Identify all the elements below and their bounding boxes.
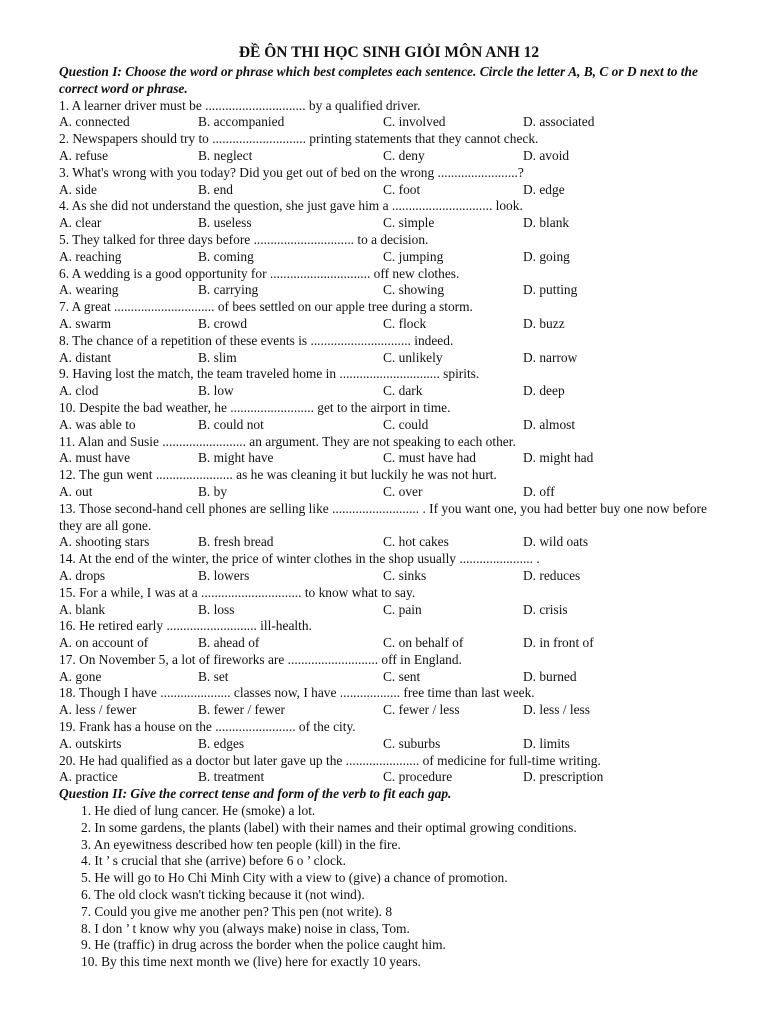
question-stem: 12. The gun went ....................... as he was cleaning it but luckily he was not hurt. — [59, 467, 497, 483]
answer-option: C. over — [383, 483, 423, 499]
answer-option: C. fewer / less — [383, 702, 460, 718]
answer-option: C. on behalf of — [383, 635, 464, 651]
answer-options — [59, 114, 719, 131]
answer-option: B. lowers — [198, 567, 250, 583]
question-stem: 4. As she did not understand the question, she just gave him a .............................. look. — [59, 198, 523, 214]
section2-heading: Question II: Give the correct tense and form of the verb to fit each gap. — [59, 786, 452, 802]
question-stem: 3. What's wrong with you today? Did you get out of bed on the wrong ........................? — [59, 164, 524, 180]
answer-option: B. end — [198, 181, 233, 197]
answer-option: A. less / fewer — [59, 702, 137, 718]
answer-option: C. sent — [383, 668, 421, 684]
answer-option: C. showing — [383, 282, 445, 298]
answer-options — [59, 148, 719, 165]
answer-option: D. narrow — [523, 349, 578, 365]
answer-option: D. avoid — [523, 147, 570, 163]
answer-option: D. less / less — [523, 702, 590, 718]
question-stem: 7. A great .............................. of bees settled on our apple tree during a storm. — [59, 299, 473, 315]
answer-options — [59, 350, 719, 367]
answer-option: D. buzz — [523, 315, 565, 331]
answer-option: D. almost — [523, 416, 576, 432]
answer-option: D. associated — [523, 114, 595, 130]
answer-options — [59, 282, 719, 299]
answer-options — [59, 602, 719, 619]
answer-option: A. wearing — [59, 282, 119, 298]
section2-items — [59, 803, 719, 971]
answer-option: C. sinks — [383, 567, 427, 583]
question-stem: 17. On November 5, a lot of fireworks are ........................... off in England. — [59, 651, 462, 667]
answer-options — [59, 383, 719, 400]
answer-option: D. off — [523, 483, 555, 499]
answer-option: C. could — [383, 416, 429, 432]
question-stem: 8. The chance of a repetition of these events is .............................. indeed. — [59, 332, 454, 348]
verb-item: 4. It ’ s crucial that she (arrive) before 6 o ’ clock. — [81, 853, 346, 869]
answer-options — [59, 635, 719, 652]
answer-option: B. treatment — [198, 769, 265, 785]
answer-option: B. fresh bread — [198, 534, 274, 550]
answer-option: C. involved — [383, 114, 446, 130]
question-stem: 14. At the end of the winter, the price of winter clothes in the shop usually ...................... . — [59, 551, 540, 567]
answer-options — [59, 215, 719, 232]
answer-option: B. carrying — [198, 282, 259, 298]
section1-questions — [59, 98, 719, 787]
verb-item: 5. He will go to Ho Chi Minh City with a view to (give) a chance of promotion. — [81, 870, 508, 886]
answer-option: D. burned — [523, 668, 577, 684]
question-stem: 13. Those second-hand cell phones are selling like .......................... . If you want one, you had better buy one now before they are all gone. — [59, 500, 707, 533]
answer-option: C. must have had — [383, 450, 476, 466]
verb-item: 1. He died of lung cancer. He (smoke) a lot. — [81, 803, 316, 819]
answer-option: D. limits — [523, 735, 570, 751]
answer-option: B. could not — [198, 416, 264, 432]
answer-option: D. prescription — [523, 769, 604, 785]
answer-option: B. ahead of — [198, 635, 260, 651]
answer-option: C. flock — [383, 315, 427, 331]
answer-option: A. outskirts — [59, 735, 122, 751]
answer-option: A. clear — [59, 215, 102, 231]
answer-options — [59, 769, 719, 786]
verb-item: 10. By this time next month we (live) here for exactly 10 years. — [81, 954, 421, 970]
answer-option: A. side — [59, 181, 97, 197]
answer-option: D. putting — [523, 282, 578, 298]
exam-page — [59, 42, 719, 971]
question-stem: 6. A wedding is a good opportunity for .............................. off new clothes. — [59, 265, 460, 281]
answer-option: B. useless — [198, 215, 252, 231]
answer-option: C. simple — [383, 215, 435, 231]
answer-option: A. practice — [59, 769, 118, 785]
answer-option: B. loss — [198, 601, 235, 617]
answer-option: A. was able to — [59, 416, 136, 432]
answer-option: A. drops — [59, 567, 106, 583]
question-stem: 5. They talked for three days before .............................. to a decision. — [59, 231, 429, 247]
answer-option: A. on account of — [59, 635, 149, 651]
answer-option: B. neglect — [198, 147, 253, 163]
answer-option: D. might had — [523, 450, 594, 466]
question-stem: 1. A learner driver must be .............................. by a qualified driver. — [59, 97, 421, 113]
answer-options — [59, 484, 719, 501]
answer-option: C. procedure — [383, 769, 453, 785]
verb-item: 8. I don ’ t know why you (always make) noise in class, Tom. — [81, 920, 410, 936]
answer-option: D. edge — [523, 181, 565, 197]
answer-option: C. foot — [383, 181, 421, 197]
answer-option: A. clod — [59, 383, 99, 399]
answer-options — [59, 417, 719, 434]
answer-option: D. reduces — [523, 567, 581, 583]
answer-option: B. edges — [198, 735, 245, 751]
section1-heading: Question I: Choose the word or phrase which best completes each sentence. Circle the letter A, B, C or D next to the correct word or phrase. — [59, 64, 698, 96]
answer-option: B. might have — [198, 450, 274, 466]
answer-option: C. jumping — [383, 248, 444, 264]
answer-option: A. must have — [59, 450, 131, 466]
answer-option: A. blank — [59, 601, 106, 617]
verb-item: 2. In some gardens, the plants (label) with their names and their optimal growing conditions. — [81, 819, 577, 835]
verb-item: 7. Could you give me another pen? This pen (not write). 8 — [81, 903, 393, 919]
answer-options — [59, 450, 719, 467]
answer-option: D. deep — [523, 383, 565, 399]
question-stem: 20. He had qualified as a doctor but later gave up the ...................... of medicine for full-time writing. — [59, 752, 601, 768]
answer-option: D. in front of — [523, 635, 594, 651]
answer-option: C. dark — [383, 383, 423, 399]
answer-option: B. accompanied — [198, 114, 285, 130]
answer-options — [59, 534, 719, 551]
question-stem: 16. He retired early ........................... ill-health. — [59, 618, 312, 634]
verb-item: 9. He (traffic) in drug across the border when the police caught him. — [81, 937, 446, 953]
question-stem: 2. Newspapers should try to ............................ printing statements that they cannot check. — [59, 131, 539, 147]
answer-options — [59, 736, 719, 753]
question-stem: 18. Though I have ..................... classes now, I have .................. free time than last week. — [59, 685, 535, 701]
answer-option: D. wild oats — [523, 534, 589, 550]
answer-option: B. coming — [198, 248, 254, 264]
answer-option: B. fewer / fewer — [198, 702, 285, 718]
answer-options — [59, 249, 719, 266]
answer-option: A. shooting stars — [59, 534, 150, 550]
answer-option: C. deny — [383, 147, 425, 163]
answer-option: B. set — [198, 668, 229, 684]
answer-option: B. crowd — [198, 315, 248, 331]
answer-option: C. hot cakes — [383, 534, 449, 550]
answer-option: B. slim — [198, 349, 237, 365]
answer-options — [59, 316, 719, 333]
answer-options — [59, 702, 719, 719]
answer-option: C. pain — [383, 601, 422, 617]
answer-options — [59, 568, 719, 585]
answer-option: A. refuse — [59, 147, 109, 163]
answer-option: D. blank — [523, 215, 570, 231]
verb-item: 6. The old clock wasn't ticking because it (not wind). — [81, 887, 365, 903]
answer-option: C. suburbs — [383, 735, 441, 751]
question-stem: 9. Having lost the match, the team traveled home in .............................. spirits. — [59, 366, 480, 382]
question-stem: 19. Frank has a house on the ........................ of the city. — [59, 719, 356, 735]
page-title: ĐỀ ÔN THI HỌC SINH GIỎI MÔN ANH 12 — [238, 44, 540, 61]
answer-options — [59, 182, 719, 199]
question-stem: 15. For a while, I was at a .............................. to know what to say. — [59, 584, 416, 600]
answer-option: A. swarm — [59, 315, 112, 331]
answer-option: D. crisis — [523, 601, 568, 617]
answer-option: A. distant — [59, 349, 112, 365]
answer-option: B. by — [198, 483, 228, 499]
answer-option: B. low — [198, 383, 234, 399]
answer-option: A. out — [59, 483, 93, 499]
answer-option: C. unlikely — [383, 349, 443, 365]
answer-options — [59, 669, 719, 686]
answer-option: D. going — [523, 248, 570, 264]
question-stem: 10. Despite the bad weather, he ......................... get to the airport in time. — [59, 399, 451, 415]
verb-item: 3. An eyewitness described how ten people (kill) in the fire. — [81, 836, 401, 852]
answer-option: A. reaching — [59, 248, 122, 264]
question-stem: 11. Alan and Susie ......................... an argument. They are not speaking to each other. — [59, 433, 516, 449]
answer-option: A. gone — [59, 668, 102, 684]
answer-option: A. connected — [59, 114, 130, 130]
